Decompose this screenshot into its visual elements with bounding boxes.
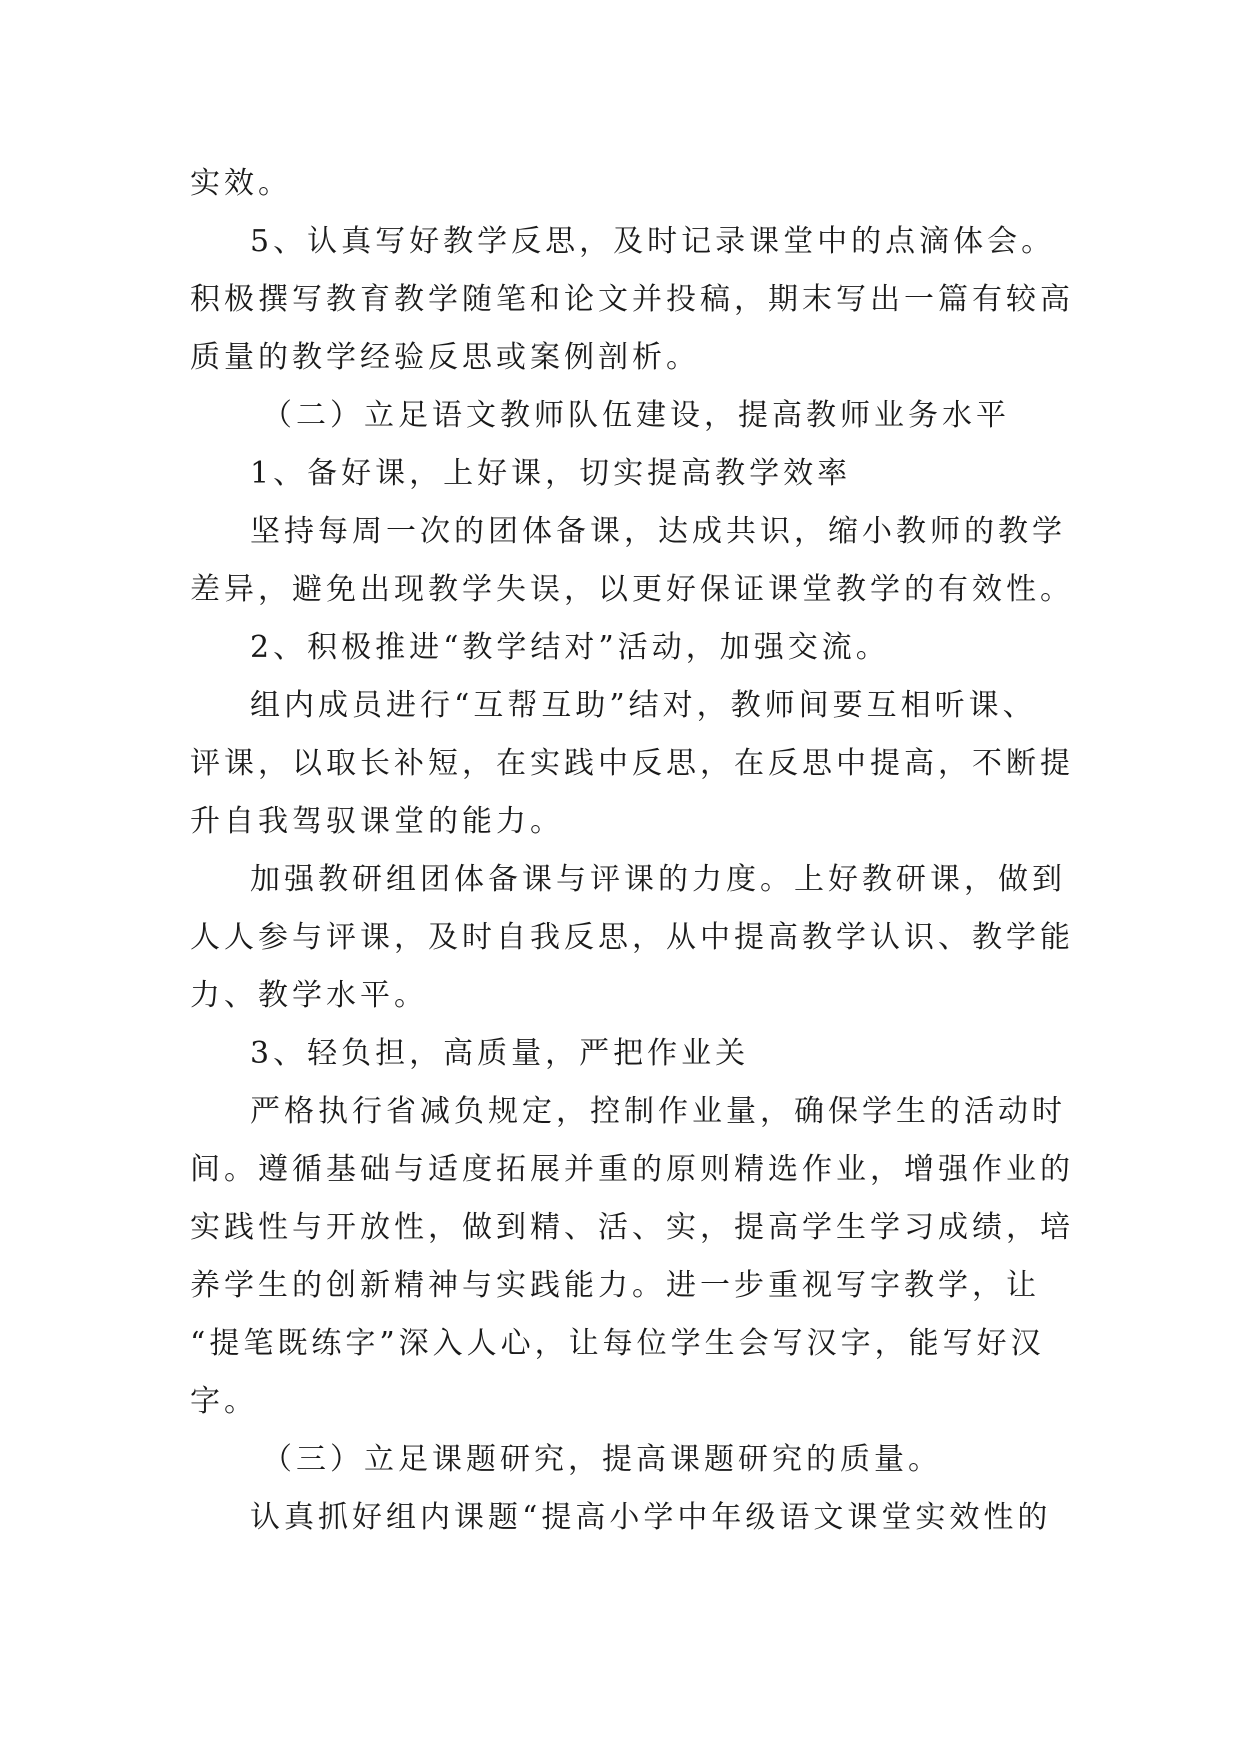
paragraph-line: 严格执行省减负规定，控制作业量，确保学生的活动时 bbox=[250, 1094, 1066, 1129]
paragraph-line: 实效。 bbox=[190, 166, 292, 201]
paragraph-line: 认真抓好组内课题“提高小学中年级语文课堂实效性的 bbox=[250, 1500, 1052, 1535]
subsection-heading: 3、轻负担，高质量，严把作业关 bbox=[250, 1036, 750, 1071]
paragraph-line: 养学生的创新精神与实践能力。进一步重视写字教学，让 bbox=[190, 1268, 1040, 1303]
paragraph-line: 间。遵循基础与适度拓展并重的原则精选作业，增强作业的 bbox=[190, 1152, 1074, 1187]
paragraph-line: 字。 bbox=[190, 1384, 258, 1419]
paragraph-line: 加强教研组团体备课与评课的力度。上好教研课，做到 bbox=[250, 862, 1066, 897]
section-heading: （三）立足课题研究，提高课题研究的质量。 bbox=[262, 1442, 942, 1477]
section-heading: （二）立足语文教师队伍建设，提高教师业务水平 bbox=[262, 398, 1010, 433]
paragraph-line: 评课，以取长补短，在实践中反思，在反思中提高，不断提 bbox=[190, 746, 1074, 781]
paragraph-line: 实践性与开放性，做到精、活、实，提高学生学习成绩，培 bbox=[190, 1210, 1074, 1245]
paragraph-line: 人人参与评课，及时自我反思，从中提高教学认识、教学能 bbox=[190, 920, 1074, 955]
paragraph-line: 质量的教学经验反思或案例剖析。 bbox=[190, 340, 700, 375]
paragraph-line: “提笔既练字”深入人心，让每位学生会写汉字，能写好汉 bbox=[190, 1326, 1045, 1361]
paragraph-line: 差异，避免出现教学失误，以更好保证课堂教学的有效性。 bbox=[190, 572, 1074, 607]
subsection-heading: 2、积极推进“教学结对”活动，加强交流。 bbox=[250, 630, 890, 665]
subsection-heading: 1、备好课，上好课，切实提高教学效率 bbox=[250, 456, 852, 491]
paragraph-line: 积极撰写教育教学随笔和论文并投稿，期末写出一篇有较高 bbox=[190, 282, 1074, 317]
paragraph-line: 坚持每周一次的团体备课，达成共识，缩小教师的教学 bbox=[250, 514, 1066, 549]
paragraph-line: 组内成员进行“互帮互助”结对，教师间要互相听课、 bbox=[250, 688, 1037, 723]
paragraph-line: 力、教学水平。 bbox=[190, 978, 428, 1013]
paragraph-line: 升自我驾驭课堂的能力。 bbox=[190, 804, 564, 839]
paragraph-line: 5、认真写好教学反思，及时记录课堂中的点滴体会。 bbox=[250, 224, 1056, 259]
